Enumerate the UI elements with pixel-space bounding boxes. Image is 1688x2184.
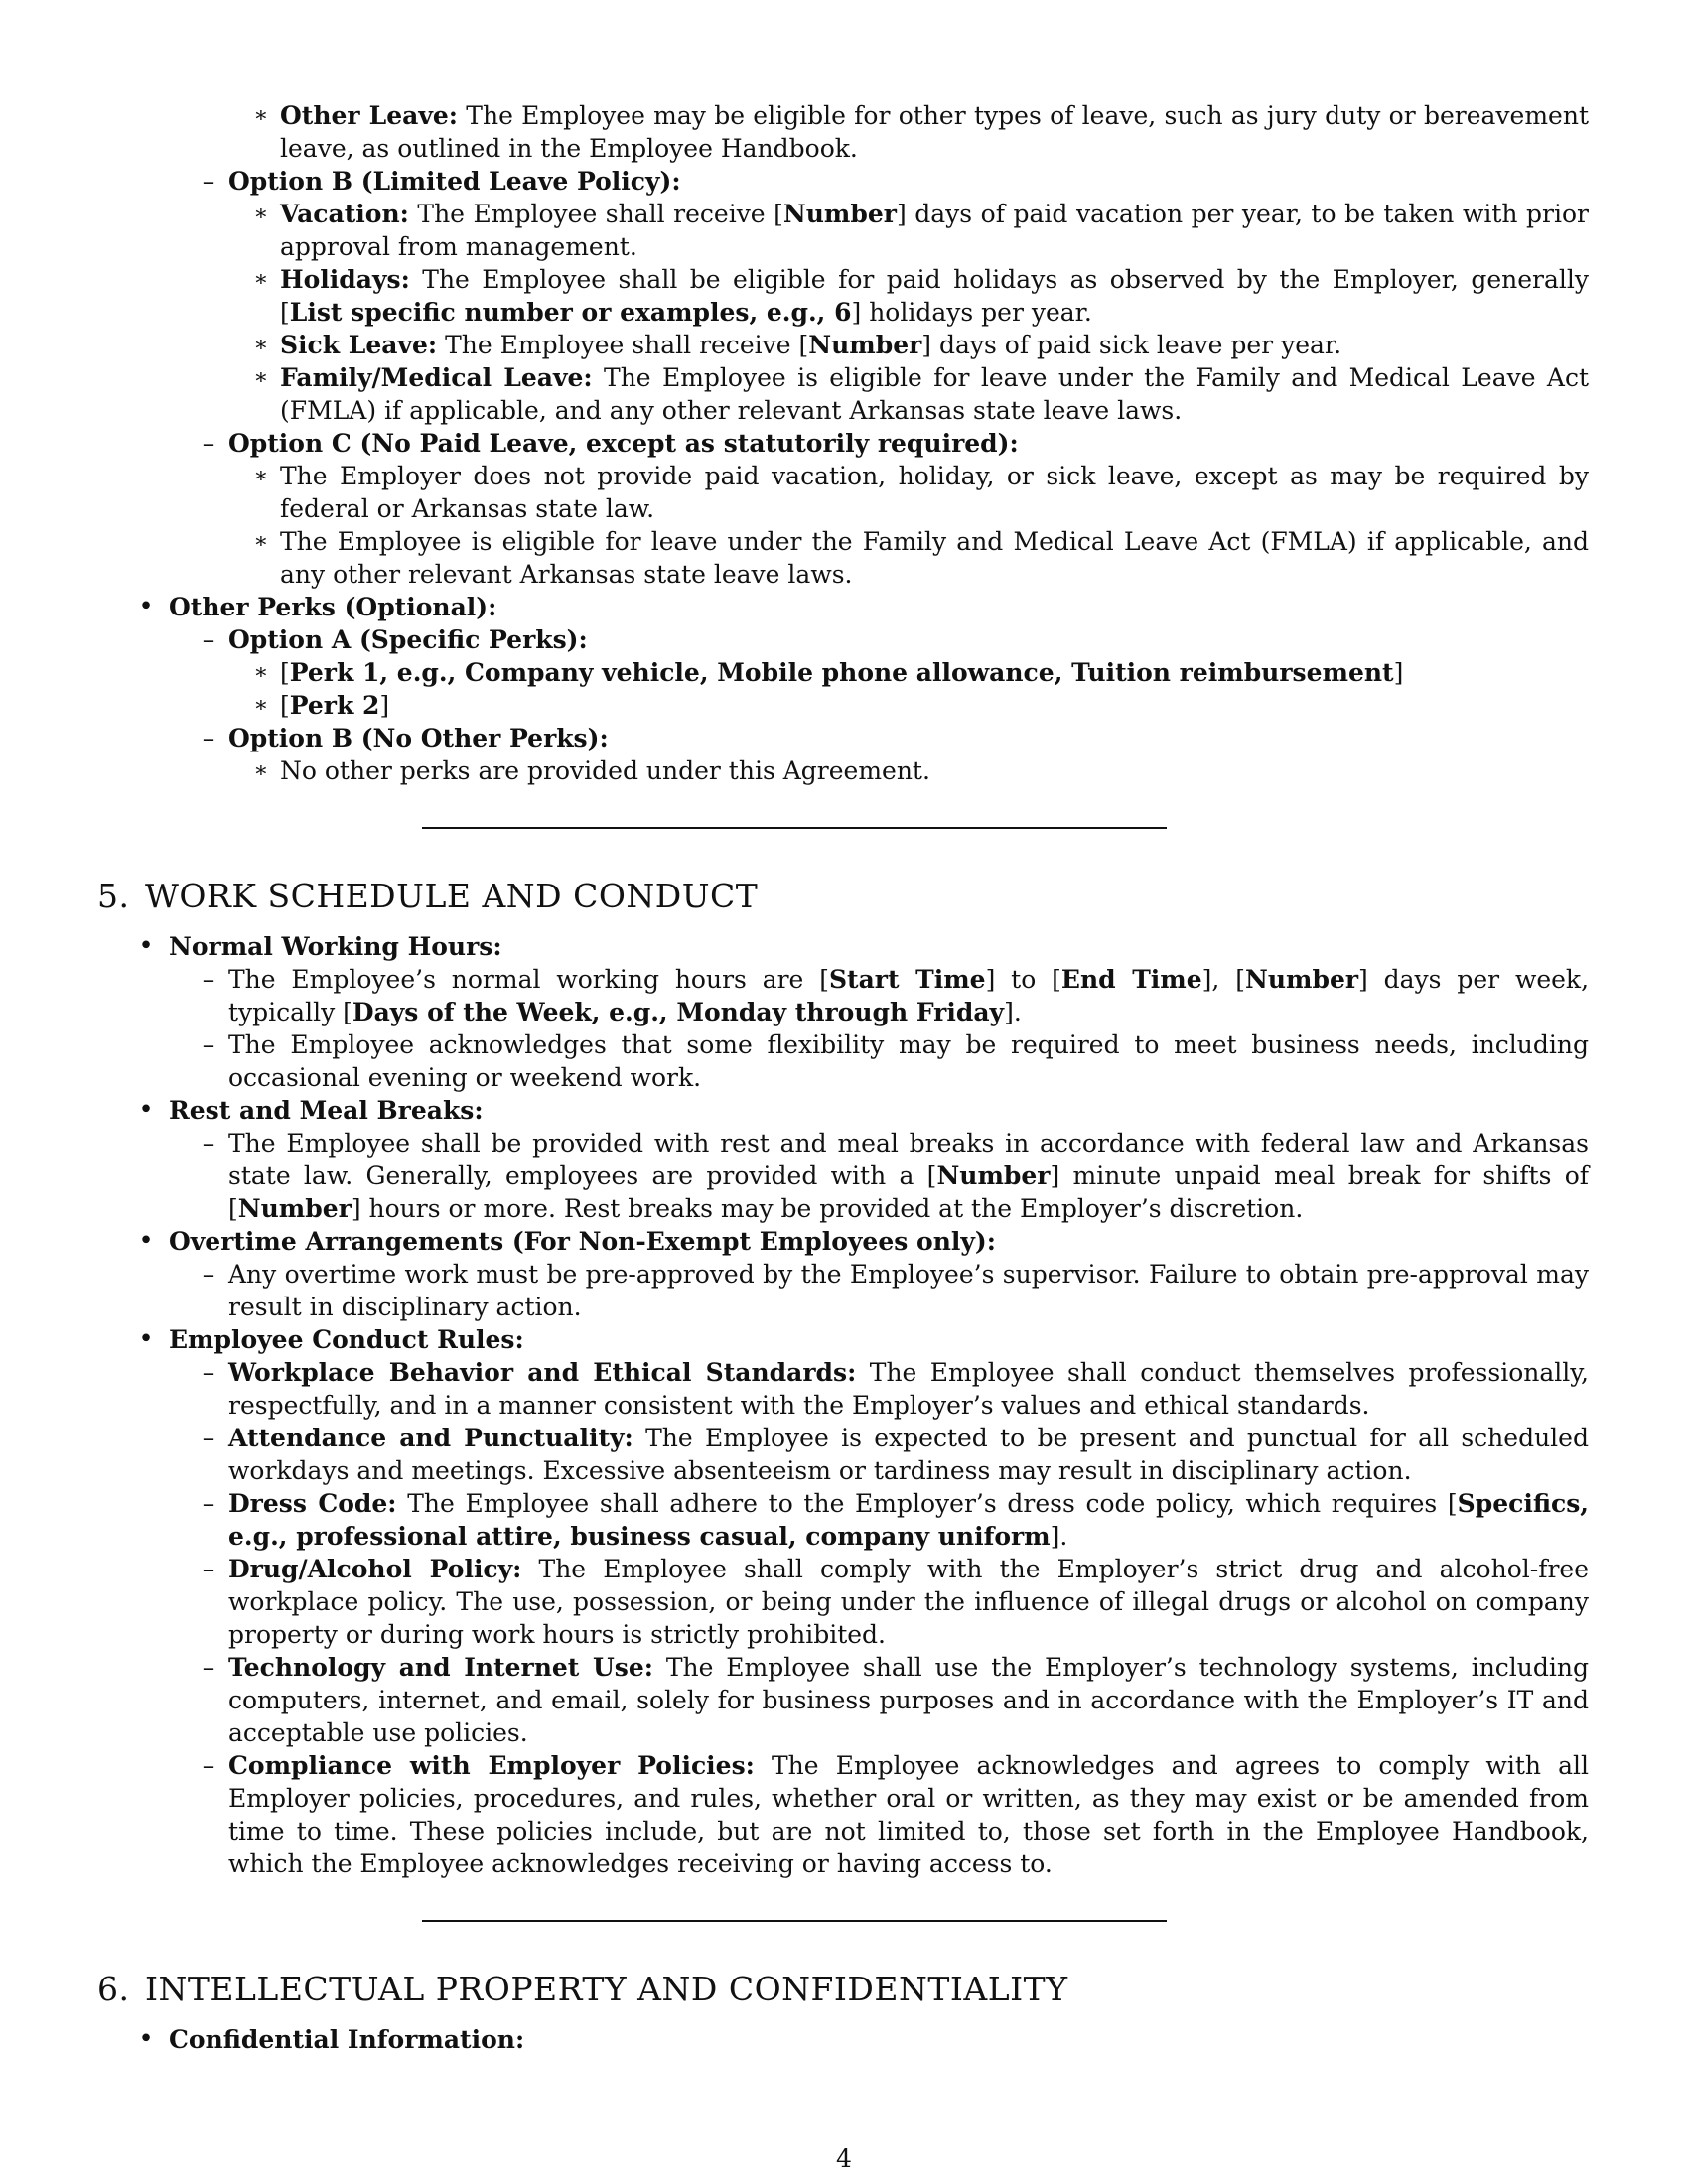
list-item: ∗ The Employer does not provide paid vacation, holiday, or sick leave, except as may be required by federal or Arkansas state law. <box>253 462 1589 523</box>
list-item: • Overtime Arrangements (For Non-Exempt Employees only): <box>138 1226 996 1256</box>
list-item: – Dress Code: The Employee shall adhere to the Employer’s dress code policy, which requires [Specifics, e.g., professional attire, business casual, company uniform]. <box>202 1489 1590 1551</box>
list-item: – Any overtime work must be pre-approved by the Employee’s supervisor. Failure to obtain pre-approval may result in disciplinary action. <box>202 1260 1589 1321</box>
list-item: ∗ [Perk 2] <box>253 691 390 720</box>
list-item: – Option B (Limited Leave Policy): <box>202 167 681 196</box>
list-item: – Workplace Behavior and Ethical Standards: The Employee shall conduct themselves professionally, respectfully, and in a manner consistent with the Employer’s values and ethical standards. <box>202 1358 1589 1420</box>
list-item: ∗ No other perks are provided under this Agreement. <box>253 756 930 785</box>
section-heading: 6. INTELLECTUAL PROPERTY AND CONFIDENTIALITY <box>97 1970 1068 2008</box>
section-heading: 5. WORK SCHEDULE AND CONDUCT <box>97 877 759 915</box>
list-item: – Drug/Alcohol Policy: The Employee shall comply with the Employer’s strict drug and alcohol-free workplace policy. The use, possession, or being under the influence of illegal drugs or alcohol on company property or during work hours is strictly prohibited. <box>202 1555 1589 1649</box>
document-body <box>99 99 1589 2056</box>
list-item: • Other Perks (Optional): <box>138 592 497 621</box>
list-item: ∗ Sick Leave: The Employee shall receive [Number] days of paid sick leave per year. <box>253 331 1342 359</box>
section-divider <box>422 1920 1167 1922</box>
list-item: – Option B (No Other Perks): <box>202 724 609 752</box>
list-item: • Employee Conduct Rules: <box>138 1324 524 1354</box>
list-item: – The Employee shall be provided with rest and meal breaks in accordance with federal law and Arkansas state law. Generally, employees are provided with a [Number] minute unpaid meal break for shifts of [Number] hours or more. Rest breaks may be provided at the Employer’s discretion. <box>202 1129 1590 1223</box>
list-item: • Normal Working Hours: <box>138 931 502 961</box>
list-item: ∗ Vacation: The Employee shall receive [Number] days of paid vacation per year, to be taken with prior approval from management. <box>253 200 1589 261</box>
list-item: • Confidential Information: <box>138 2024 525 2054</box>
list-item: ∗ The Employee is eligible for leave under the Family and Medical Leave Act (FMLA) if applicable, and any other relevant Arkansas state leave laws. <box>253 527 1589 589</box>
list-item: ∗ Other Leave: The Employee may be eligible for other types of leave, such as jury duty or bereavement leave, as outlined in the Employee Handbook. <box>253 101 1590 163</box>
list-item: ∗ Holidays: The Employee shall be eligible for paid holidays as observed by the Employer, generally [List specific number or examples, e.g., 6] holidays per year. <box>253 265 1589 327</box>
list-item: – Compliance with Employer Policies: The Employee acknowledges and agrees to comply with all Employer policies, procedures, and rules, whether oral or written, as they may exist or be amended from time to time. These policies include, but are not limited to, those set forth in the Employee Handbook, which the Employee acknowledges receiving or having access to. <box>202 1751 1589 1878</box>
list-item: – The Employee acknowledges that some flexibility may be required to meet business needs, including occasional evening or weekend work. <box>202 1030 1589 1092</box>
section-divider <box>422 827 1167 829</box>
list-item: • Rest and Meal Breaks: <box>138 1095 484 1125</box>
page-number: 4 <box>836 2144 852 2173</box>
list-item: – Attendance and Punctuality: The Employee is expected to be present and punctual for all scheduled workdays and meetings. Excessive absenteeism or tardiness may result in disciplinary action. <box>202 1424 1589 1485</box>
list-item: – The Employee’s normal working hours are [Start Time] to [End Time], [Number] days per week, typically [Days of the Week, e.g., Monday through Friday]. <box>202 965 1590 1026</box>
list-item: – Option A (Specific Perks): <box>202 625 588 654</box>
list-item: ∗ [Perk 1, e.g., Company vehicle, Mobile phone allowance, Tuition reimbursement] <box>253 658 1404 687</box>
list-item: – Technology and Internet Use: The Employee shall use the Employer’s technology systems, including computers, internet, and email, solely for business purposes and in accordance with the Employer’s IT and acceptable use policies. <box>202 1653 1590 1747</box>
list-item: ∗ Family/Medical Leave: The Employee is eligible for leave under the Family and Medical Leave Act (FMLA) if applicable, and any other relevant Arkansas state leave laws. <box>253 363 1589 425</box>
list-item: – Option C (No Paid Leave, except as statutorily required): <box>202 429 1019 458</box>
